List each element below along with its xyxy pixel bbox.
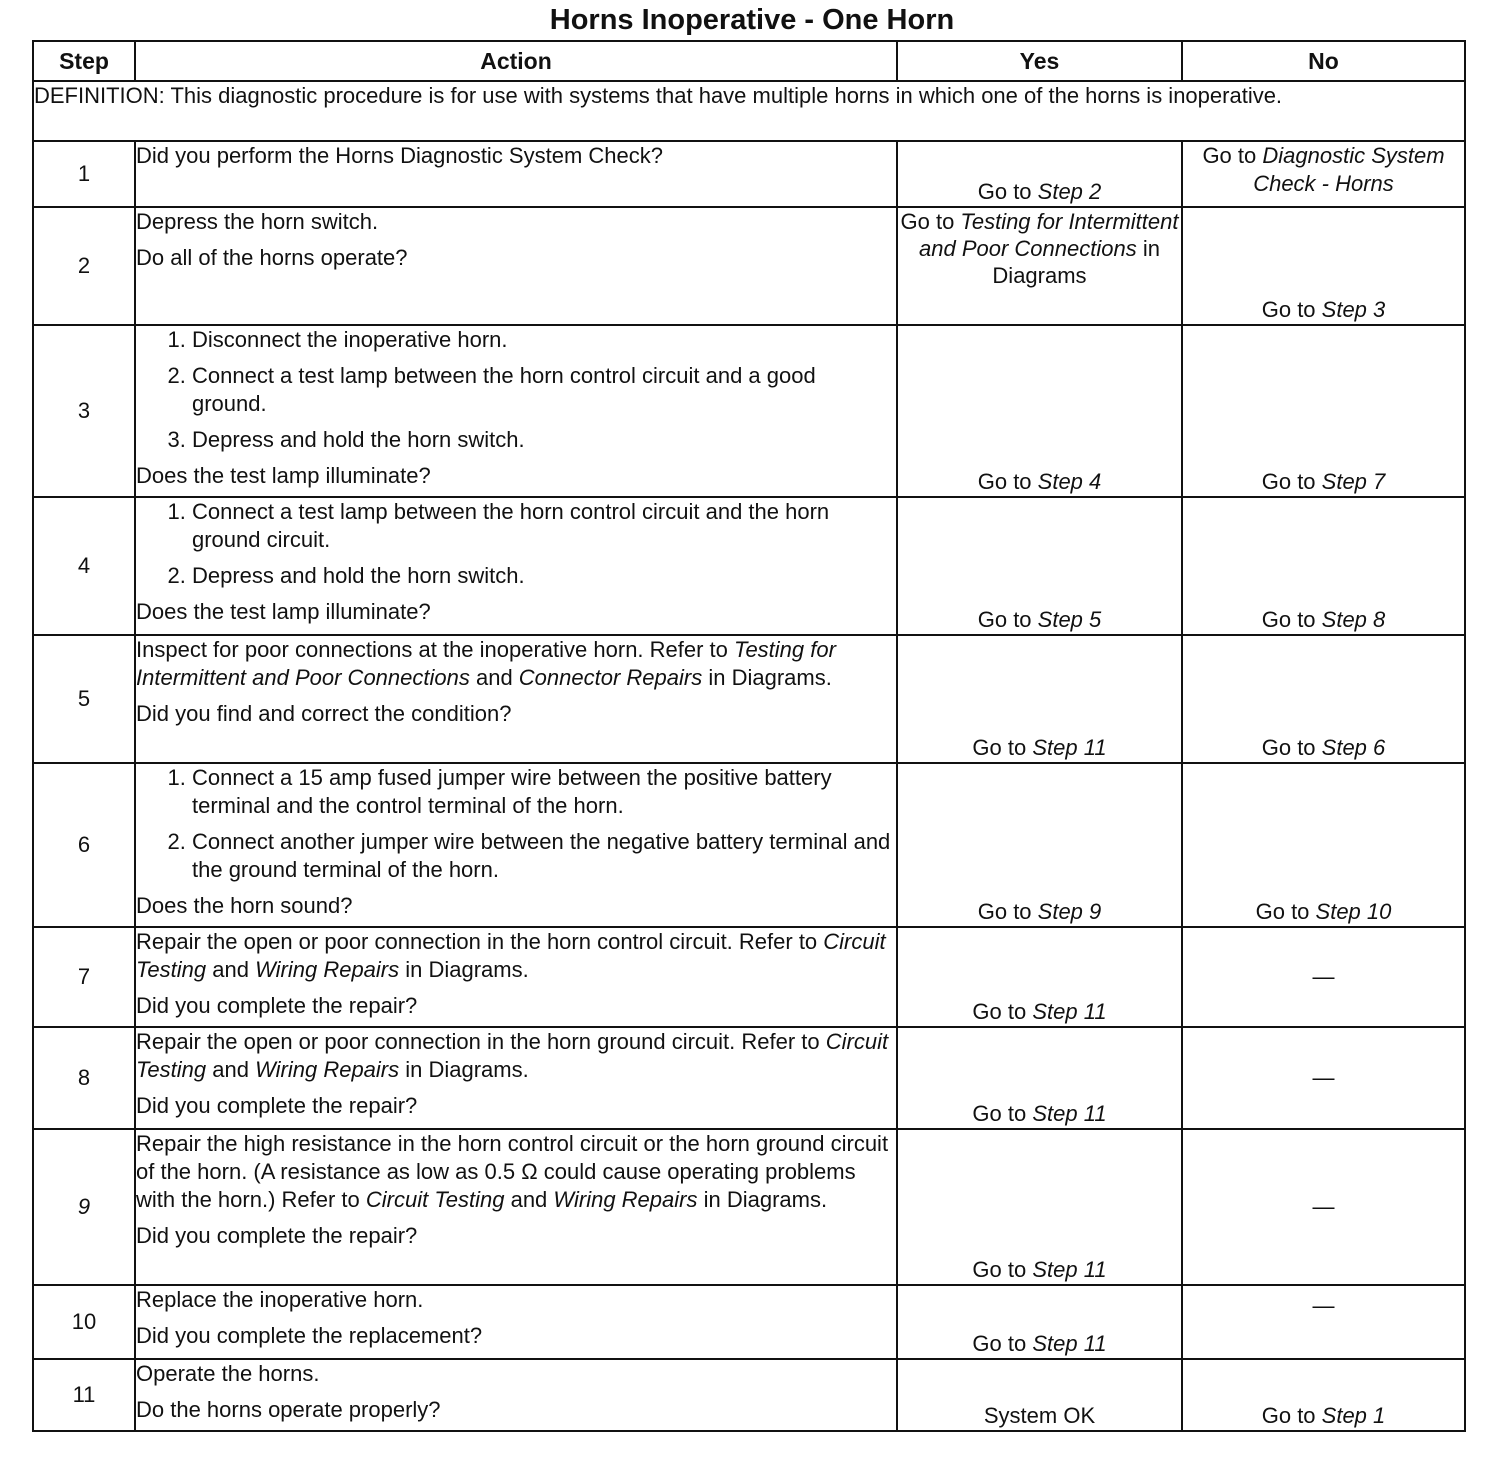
action-question: Does the test lamp illuminate?	[136, 599, 431, 624]
yes-link: Step 11	[1032, 1257, 1107, 1282]
no-prefix: Go to	[1261, 297, 1322, 322]
page-title: Horns Inoperative - One Horn	[549, 4, 955, 36]
yes-cell	[897, 1027, 1182, 1129]
yes-cell	[897, 325, 1182, 497]
no-link: Step 10	[1315, 899, 1392, 924]
step-number: 7	[33, 927, 135, 1027]
reference-link: Testing for Intermittent and Poor Connections	[136, 637, 836, 690]
action-text: in Diagrams.	[702, 665, 832, 690]
step-number: 4	[33, 497, 135, 635]
yes-link: Step 11	[1032, 1101, 1107, 1126]
table-row	[33, 1129, 1465, 1285]
reference-link: Wiring Repairs	[553, 1187, 698, 1212]
yes-suffix: in Diagrams	[992, 236, 1160, 288]
no-prefix: Go to	[1261, 1403, 1322, 1428]
table-row	[33, 207, 1465, 325]
no-prefix: Go to	[1255, 899, 1316, 924]
list-item: 2. Connect a test lamp between the horn control circuit and a good ground.	[192, 362, 896, 418]
yes-cell	[897, 497, 1182, 635]
action-cell	[135, 763, 897, 927]
header-action: Action	[135, 41, 897, 81]
yes-cell	[897, 763, 1182, 927]
action-instruction: Operate the horns.	[136, 1361, 320, 1386]
yes-cell	[897, 1285, 1182, 1359]
yes-link: Step 5	[1037, 607, 1102, 632]
action-cell	[135, 635, 897, 763]
definition-row	[33, 81, 1465, 141]
diagnostic-table	[32, 40, 1466, 1432]
no-cell	[1182, 1129, 1465, 1285]
no-cell	[1182, 927, 1465, 1027]
action-question: Did you complete the replacement?	[136, 1323, 483, 1348]
table-row	[33, 141, 1465, 207]
table-row	[33, 763, 1465, 927]
yes-cell	[897, 141, 1182, 207]
no-cell	[1182, 1285, 1465, 1359]
list-item: 2. Connect another jumper wire between the negative battery terminal and the ground terminal of the horn.	[192, 828, 896, 884]
action-text: in Diagrams.	[697, 1187, 828, 1212]
yes-prefix: Go to	[972, 735, 1033, 760]
action-question: Did you complete the repair?	[136, 1093, 418, 1118]
yes-prefix: Go to	[977, 469, 1038, 494]
action-question: Do all of the horns operate?	[136, 245, 408, 270]
header-no: No	[1182, 41, 1465, 81]
action-cell	[135, 1027, 897, 1129]
no-cell	[1182, 763, 1465, 927]
yes-link: Step 11	[1032, 999, 1107, 1024]
no-cell	[1182, 497, 1465, 635]
no-dash: —	[1312, 1065, 1335, 1090]
action-instruction	[136, 1130, 896, 1214]
list-item: 3. Depress and hold the horn switch.	[192, 426, 896, 454]
action-instruction	[136, 636, 896, 692]
action-text: and	[206, 957, 256, 982]
table-row	[33, 927, 1465, 1027]
reference-link: Circuit Testing	[136, 1029, 889, 1082]
step-number: 8	[33, 1027, 135, 1129]
yes-link: Step 11	[1032, 735, 1107, 760]
no-cell	[1182, 207, 1465, 325]
reference-link: Wiring Repairs	[255, 1057, 400, 1082]
no-prefix: Go to	[1261, 469, 1322, 494]
step-number: 3	[33, 325, 135, 497]
action-cell	[135, 497, 897, 635]
step-number: 9	[33, 1129, 135, 1285]
step-number: 2	[33, 207, 135, 325]
action-question: Does the test lamp illuminate?	[136, 463, 431, 488]
yes-cell	[897, 1129, 1182, 1285]
action-text: Inspect for poor connections at the inoperative horn. Refer to	[136, 637, 735, 662]
action-text: in Diagrams.	[399, 1057, 529, 1082]
table-row	[33, 1027, 1465, 1129]
yes-result: System OK	[983, 1403, 1096, 1428]
no-cell	[1182, 635, 1465, 763]
step-number: 11	[33, 1359, 135, 1431]
action-instruction	[136, 928, 896, 984]
list-item: 1. Connect a test lamp between the horn control circuit and the horn ground circuit.	[192, 498, 896, 554]
yes-link: Testing for Intermittent and Poor Connections	[919, 209, 1179, 261]
action-steps	[136, 498, 896, 590]
action-instruction: Depress the horn switch.	[136, 209, 379, 234]
action-question: Did you perform the Horns Diagnostic System Check?	[136, 143, 663, 168]
step-number: 1	[33, 141, 135, 207]
list-item: 1. Disconnect the inoperative horn.	[192, 326, 896, 354]
reference-link: Circuit Testing	[136, 929, 886, 982]
list-item: 1. Connect a 15 amp fused jumper wire between the positive battery terminal and the control terminal of the horn.	[192, 764, 896, 820]
yes-prefix: Go to	[977, 179, 1038, 204]
action-steps	[136, 326, 896, 454]
action-cell	[135, 927, 897, 1027]
yes-prefix: Go to	[977, 607, 1038, 632]
action-text: Repair the open or poor connection in the horn ground circuit. Refer to	[136, 1029, 826, 1054]
definition-text: DEFINITION: This diagnostic procedure is for use with systems that have multiple horns in which one of the horns is inoperative.	[33, 81, 1465, 141]
no-dash: —	[1312, 1293, 1335, 1318]
no-prefix: Go to	[1202, 143, 1263, 168]
action-text: and	[206, 1057, 256, 1082]
yes-prefix: Go to	[972, 1101, 1033, 1126]
reference-link: Wiring Repairs	[255, 957, 400, 982]
action-text: Repair the high resistance in the horn control circuit or the horn ground circuit of the horn. (A resistance as low as 0.5 Ω could cause operating problems with the horn.) Refer to	[136, 1131, 889, 1212]
no-cell	[1182, 141, 1465, 207]
no-dash: —	[1312, 1194, 1335, 1219]
action-instruction: Replace the inoperative horn.	[136, 1287, 424, 1312]
reference-link: Circuit Testing	[365, 1187, 505, 1212]
action-cell	[135, 207, 897, 325]
yes-cell	[897, 1359, 1182, 1431]
no-prefix: Go to	[1261, 735, 1322, 760]
action-question: Does the horn sound?	[136, 893, 353, 918]
action-cell	[135, 1285, 897, 1359]
no-link: Step 1	[1321, 1403, 1386, 1428]
step-number: 6	[33, 763, 135, 927]
yes-link: Step 11	[1032, 1331, 1107, 1356]
header-step: Step	[33, 41, 135, 81]
step-number: 10	[33, 1285, 135, 1359]
table-row	[33, 1359, 1465, 1431]
list-item: 2. Depress and hold the horn switch.	[192, 562, 896, 590]
yes-link: Step 9	[1037, 899, 1102, 924]
yes-prefix: Go to	[972, 999, 1033, 1024]
yes-cell	[897, 927, 1182, 1027]
header-yes: Yes	[897, 41, 1182, 81]
table-row	[33, 325, 1465, 497]
header-row	[33, 41, 1465, 81]
no-link: Diagnostic System Check - Horns	[1253, 143, 1445, 196]
action-text: in Diagrams.	[399, 957, 529, 982]
action-cell	[135, 1359, 897, 1431]
action-text: and	[504, 1187, 554, 1212]
action-question: Do the horns operate properly?	[136, 1397, 441, 1422]
yes-cell	[897, 635, 1182, 763]
step-number: 5	[33, 635, 135, 763]
no-cell	[1182, 1027, 1465, 1129]
table-row	[33, 1285, 1465, 1359]
action-text: Repair the open or poor connection in the horn control circuit. Refer to	[136, 929, 824, 954]
no-link: Step 6	[1321, 735, 1386, 760]
action-question: Did you find and correct the condition?	[136, 701, 512, 726]
yes-prefix: Go to	[972, 1331, 1033, 1356]
yes-cell	[897, 207, 1182, 325]
no-cell	[1182, 325, 1465, 497]
action-cell	[135, 1129, 897, 1285]
no-dash: —	[1312, 964, 1335, 989]
yes-prefix: Go to	[900, 209, 961, 234]
no-link: Step 8	[1321, 607, 1386, 632]
no-link: Step 7	[1321, 469, 1386, 494]
yes-link: Step 2	[1037, 179, 1102, 204]
reference-link: Connector Repairs	[518, 665, 703, 690]
action-cell	[135, 141, 897, 207]
yes-link: Step 4	[1037, 469, 1102, 494]
action-steps	[136, 764, 896, 884]
table-row	[33, 635, 1465, 763]
no-prefix: Go to	[1261, 607, 1322, 632]
action-cell	[135, 325, 897, 497]
no-link: Step 3	[1321, 297, 1386, 322]
yes-prefix: Go to	[977, 899, 1038, 924]
action-question: Did you complete the repair?	[136, 1223, 418, 1248]
table-row	[33, 497, 1465, 635]
action-question: Did you complete the repair?	[136, 993, 418, 1018]
action-text: and	[469, 665, 519, 690]
yes-prefix: Go to	[972, 1257, 1033, 1282]
action-instruction	[136, 1028, 896, 1084]
no-cell	[1182, 1359, 1465, 1431]
